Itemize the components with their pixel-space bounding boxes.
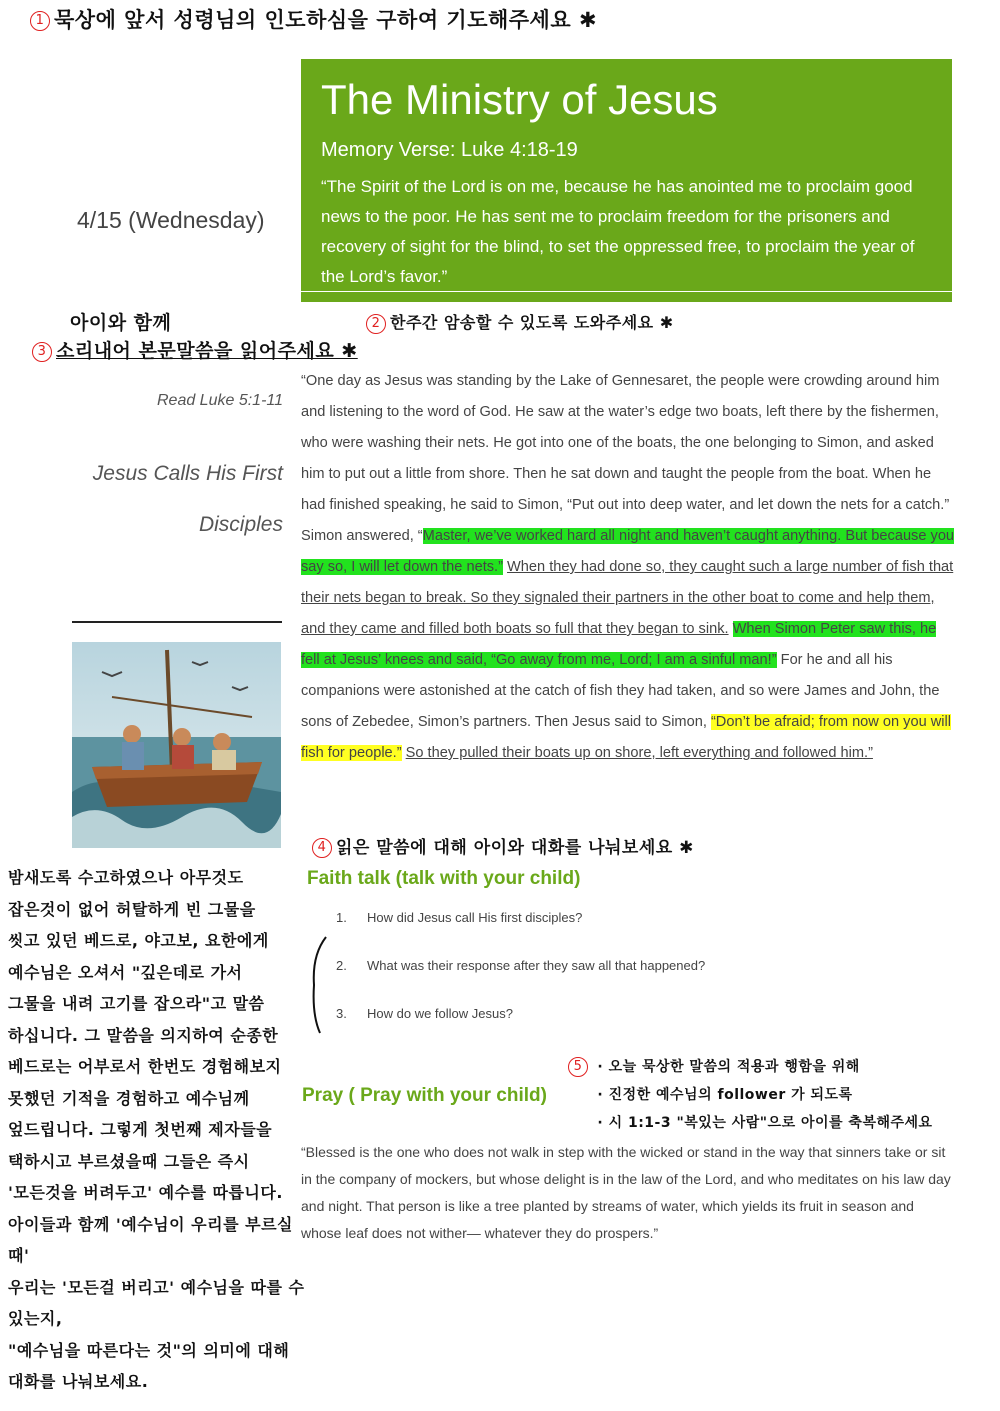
- commentary-line: 베드로는 어부로서 한번도 경험해보지: [8, 1057, 282, 1076]
- psalm-passage: “Blessed is the one who does not walk in step with the wicked or stand in the way that sinners take or sit in the company of mockers, but whose delight is in the law of the Lord, and who meditates on his law day and night. That person is like a tree planted by streams of water, which yields its fruit in season and whose leaf does not wither— whatever they do prospers.”: [301, 1144, 951, 1241]
- left-divider: [72, 621, 282, 623]
- commentary-line: 그물을 내려 고기를 잡으라"고 말씀: [8, 994, 265, 1013]
- commentary-line: 못했던 기적을 경험하고 예수님께: [8, 1088, 250, 1108]
- note-text-4: 읽은 말씀에 대해 아이와 대화를 나눠보세요 ✱: [336, 838, 694, 858]
- handwritten-note-talk: [312, 833, 694, 858]
- fishing-boat-illustration: [72, 642, 281, 848]
- handwritten-commentary: [8, 862, 308, 1398]
- passage-highlight-3: “Don’t be afraid; from now on you will fish for people.”: [301, 714, 952, 761]
- question-number: 3.: [336, 1006, 347, 1021]
- note-number-1: 1: [30, 11, 50, 31]
- handwritten-note-prayer-points: [568, 1053, 933, 1137]
- passage-highlight-1: Master, we’ve worked hard all night and haven’t caught anything. But because you say so, I will let down the nets.”: [301, 528, 955, 575]
- note-number-4: 4: [312, 838, 332, 858]
- memory-verse-text: “The Spirit of the Lord is on me, because he has anointed me to proclaim good news to the poor. He has sent me to proclaim freedom for the prisoners and recovery of sight for the blind, to set the oppressed free, to proclaim the year of the Lord’s favor.”: [321, 177, 915, 286]
- commentary-line: 대화를 나눠보세요.: [8, 1372, 149, 1391]
- handwritten-note-prayer: [30, 4, 597, 34]
- question-number: 2.: [336, 958, 347, 973]
- handwritten-note-memorize: [366, 310, 674, 334]
- passage-part-2: For he and all his companions were astonished at the catch of fish they had taken, and so were James and John, the sons of Zebedee, Simon’s partners. Then Jesus said to Simon,: [301, 652, 940, 730]
- note-text-1: 묵상에 앞서 성령님의 인도하심을 구하여 기도해주세요 ✱: [54, 8, 598, 32]
- page-title: The Ministry of Jesus: [321, 76, 718, 123]
- question-number: 1.: [336, 910, 347, 925]
- commentary-line: 잡은것이 없어 허탈하게 빈 그물을: [8, 899, 256, 919]
- note-number-5: 5: [568, 1057, 588, 1077]
- note-number-2: 2: [366, 314, 386, 334]
- question-item: [336, 958, 705, 1006]
- prayer-point: · 진정한 예수님의 follower 가 되도록: [597, 1087, 853, 1103]
- commentary-line: 아이들과 함께 '예수님이 우리를 부르실때': [8, 1214, 293, 1265]
- commentary-line: 엎드립니다. 그렇게 첫번째 제자들을: [8, 1120, 273, 1139]
- commentary-line: '모든것을 버려두고' 예수를 따릅니다.: [8, 1183, 283, 1202]
- faith-talk-questions: [336, 910, 705, 1054]
- note-text-3-line1: 아이와 함께: [70, 312, 172, 334]
- handwritten-note-read-aloud: [37, 309, 358, 365]
- commentary-line: "예수님을 따른다는 것"의 의미에 대해: [8, 1340, 290, 1360]
- question-item: [336, 910, 705, 958]
- commentary-line: 씻고 있던 베드로, 야고보, 요한에게: [8, 931, 269, 950]
- title-banner: [301, 59, 952, 302]
- story-title: Jesus Calls His First Disciples: [92, 462, 283, 536]
- pray-heading: Pray ( Pray with your child): [302, 1085, 547, 1106]
- question-item: [336, 1006, 705, 1054]
- question-text: What was their response after they saw all that happened?: [367, 958, 706, 973]
- note-text-2: 한주간 암송할 수 있도록 도와주세요 ✱: [390, 313, 674, 332]
- passage-underline-1: When they had done so, they caught such a large number of fish that their nets began to break. So they signaled their partners in the other boat to come and help them, and they came and filled both boats so full that they began to sink.: [301, 559, 954, 637]
- note-text-3-line2: 소리내어 본문말씀을 읽어주세요 ✱: [56, 340, 358, 362]
- commentary-line: 하십니다. 그 말씀을 의지하여 순종한: [8, 1025, 279, 1045]
- passage-highlight-2: When Simon Peter saw this, he fell at Jesus’ knees and said, “Go away from me, Lord; I am a sinful man!”: [301, 621, 937, 668]
- commentary-line: 예수님은 오셔서 "깊은데로 가서: [8, 962, 243, 982]
- commentary-line: 택하시고 부르셨을때 그들은 즉시: [8, 1151, 250, 1171]
- scripture-passage: [301, 366, 956, 769]
- memory-verse-ref: Memory Verse: Luke 4:18-19: [321, 139, 578, 161]
- question-text: How do we follow Jesus?: [367, 1006, 513, 1021]
- reading-reference: Read Luke 5:1-11: [156, 392, 283, 409]
- commentary-line: 우리는 '모든걸 버리고' 예수님을 따를 수 있는지,: [8, 1277, 305, 1328]
- passage-part-1: “One day as Jesus was standing by the Lake of Gennesaret, the people were crowding around him and listening to the word of God. He saw at the water’s edge two boats, left there by the fishermen, who were washing their nets. He got into one of the boats, the one belonging to Simon, and asked him to put out a little from shore. Then he sat down and taught the people from the boat. When he had finished speaking, he said to Simon, “Put out into deep water, and let down the nets for a catch.” Simon answered, “: [301, 373, 950, 544]
- faith-talk-heading: Faith talk (talk with your child): [307, 868, 581, 889]
- commentary-line: 밤새도록 수고하였으나 아무것도: [8, 868, 244, 887]
- question-text: How did Jesus call His first disciples?: [367, 910, 583, 925]
- note-number-3: 3: [32, 342, 52, 362]
- prayer-point: · 시 1:1-3 "복있는 사람"으로 아이를 축복해주세요: [597, 1115, 933, 1131]
- prayer-point: · 오늘 묵상한 말씀의 적용과 행함을 위해: [597, 1059, 860, 1075]
- date-label: 4/15 (Wednesday): [77, 207, 265, 233]
- bracket-mark: [308, 935, 330, 1035]
- passage-underline-2: So they pulled their boats up on shore, left everything and followed him.”: [405, 745, 873, 761]
- banner-divider: [301, 291, 952, 292]
